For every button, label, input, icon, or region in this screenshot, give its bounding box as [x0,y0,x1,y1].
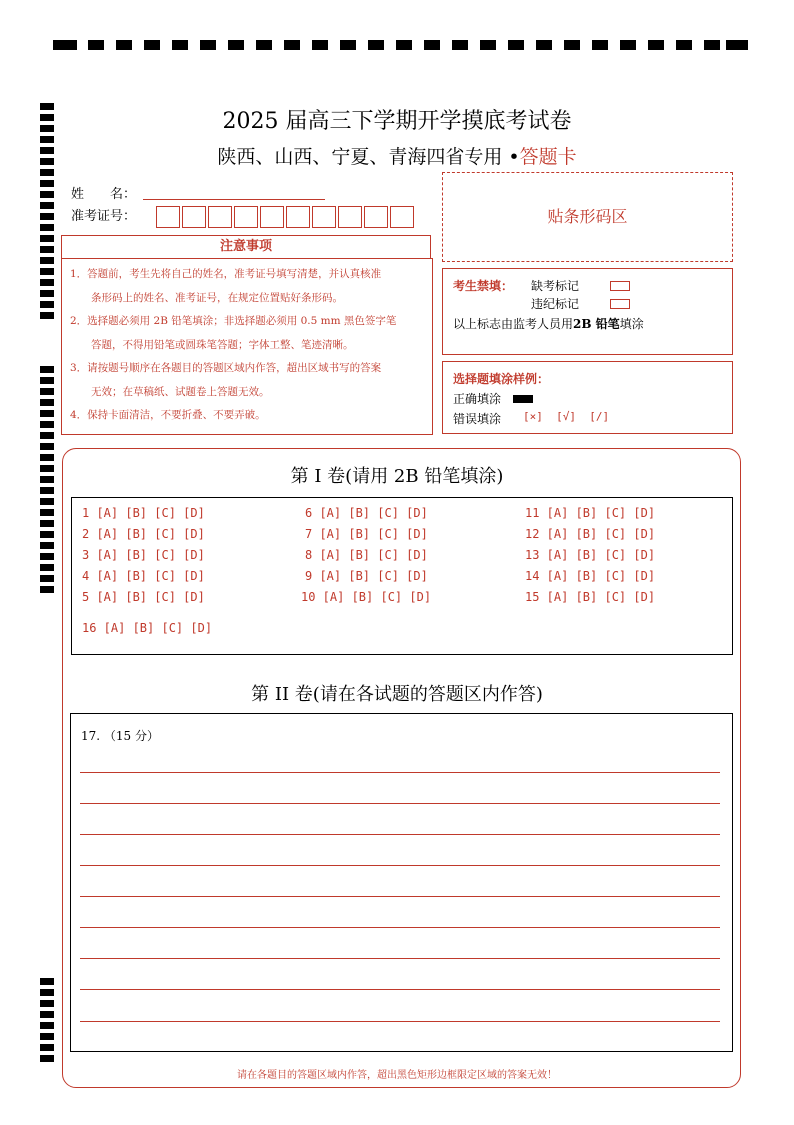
id-digit-box[interactable] [390,206,414,228]
timing-mark [40,542,54,549]
timing-mark [40,509,54,516]
writing-line[interactable] [80,958,720,959]
q17-answer-box[interactable] [70,713,733,1052]
choice-question[interactable]: 1 [A] [B] [C] [D] [82,506,205,520]
timing-mark [40,564,54,571]
violation-label: 违纪标记 [531,297,580,311]
subtitle-text: 陕西、山西、宁夏、青海四省专用 • [217,146,520,168]
timing-mark [40,443,54,450]
timing-mark [40,586,54,593]
timing-mark [368,40,384,50]
correct-fill-mark [513,395,533,403]
id-digit-box[interactable] [312,206,336,228]
proctor-marks-box [442,268,733,355]
timing-mark [200,40,216,50]
id-label: 准考证号： [71,209,137,224]
timing-mark [40,553,54,560]
timing-mark [40,312,54,319]
timing-mark [116,40,132,50]
timing-mark [592,40,608,50]
timing-mark [40,1055,54,1062]
timing-mark [396,40,412,50]
timing-mark [340,40,356,50]
timing-mark [452,40,468,50]
choice-question[interactable]: 13 [A] [B] [C] [D] [525,548,656,562]
barcode-label: 贴条形码区 [547,207,628,226]
proctor-note-pre: 以上标志由监考人员用 [453,317,574,331]
notice-line: 条形码上的姓名、准考证号，在规定位置贴好条形码。 [70,291,343,304]
timing-mark [424,40,440,50]
writing-line[interactable] [80,772,720,773]
timing-mark [536,40,552,50]
timing-mark [40,180,54,187]
choice-question[interactable]: 16 [A] [B] [C] [D] [82,621,213,635]
absent-label: 缺考标记 [531,279,580,293]
timing-mark [40,377,54,384]
timing-mark [40,191,54,198]
id-digit-box[interactable] [286,206,310,228]
id-digit-box[interactable] [364,206,388,228]
choice-question[interactable]: 2 [A] [B] [C] [D] [82,527,205,541]
proctor-note-bold: 2B 铅笔 [573,317,620,331]
q17-label: 17. （15 分） [81,729,159,743]
id-digit-box[interactable] [260,206,284,228]
timing-mark [40,520,54,527]
timing-mark [564,40,580,50]
timing-mark [620,40,636,50]
choice-question[interactable]: 12 [A] [B] [C] [D] [525,527,656,541]
timing-mark [53,40,77,50]
timing-mark [40,978,54,985]
timing-mark [40,399,54,406]
timing-mark [40,498,54,505]
timing-mark [40,1033,54,1040]
timing-mark [40,1022,54,1029]
timing-mark [40,1044,54,1051]
timing-mark [40,169,54,176]
notice-line: 3．请按题号顺序在各题目的答题区域内作答，超出区域书写的答案 [70,362,382,374]
part2-title: 第 II 卷(请在各试题的答题区内作答) [251,684,543,705]
name-field[interactable] [143,199,325,200]
choice-question[interactable]: 3 [A] [B] [C] [D] [82,548,205,562]
violation-mark-box[interactable] [610,299,630,309]
exam-subtitle [0,142,794,169]
timing-mark [40,575,54,582]
timing-mark [40,301,54,308]
timing-mark [480,40,496,50]
timing-mark [88,40,104,50]
barcode-area [442,172,733,262]
writing-line[interactable] [80,896,720,897]
writing-line[interactable] [80,1021,720,1022]
notice-body [61,258,433,435]
timing-mark [40,235,54,242]
proctor-label: 考生禁填： [453,279,514,293]
timing-mark [40,1000,54,1007]
wrong-fill-label: 错误填涂 [453,412,502,426]
timing-mark [312,40,328,50]
correct-fill-label: 正确填涂 [453,392,502,406]
choice-question[interactable]: 4 [A] [B] [C] [D] [82,569,205,583]
timing-mark [40,531,54,538]
timing-mark [228,40,244,50]
timing-mark [144,40,160,50]
timing-mark [40,1011,54,1018]
proctor-note-post: 填涂 [619,317,644,331]
timing-mark [40,279,54,286]
name-label: 姓 名： [71,187,137,202]
timing-mark [40,989,54,996]
choice-question[interactable]: 14 [A] [B] [C] [D] [525,569,656,583]
choice-answer-box [71,497,733,655]
notice-line: 4．保持卡面清洁，不要折叠、不要弄破。 [70,409,266,421]
id-digit-box[interactable] [234,206,258,228]
notice-line: 答题，不得用铅笔或圆珠笔答题；字体工整、笔迹清晰。 [70,338,354,351]
sample-heading: 选择题填涂样例： [453,372,550,386]
id-digit-box[interactable] [338,206,362,228]
timing-mark [40,454,54,461]
footer-warning: 请在各题目的答题区域内作答，超出黑色矩形边框限定区域的答案无效！ [237,1070,557,1081]
timing-mark [40,410,54,417]
wrong-fill-marks: [×] [√] [/] [523,410,610,423]
id-digit-box[interactable] [156,206,180,228]
choice-question[interactable]: 10 [A] [B] [C] [D] [301,590,432,604]
timing-mark [40,202,54,209]
timing-mark [40,487,54,494]
part1-title: 第 I 卷(请用 2B 铅笔填涂) [290,466,504,487]
timing-mark [676,40,692,50]
notice-line: 2．选择题必须用 2B 铅笔填涂；非选择题必须用 0.5 mm 黑色签字笔 [70,315,397,327]
timing-mark [704,40,720,50]
id-digit-box[interactable] [208,206,232,228]
choice-question[interactable]: 7 [A] [B] [C] [D] [305,527,428,541]
notice-line: 1．答题前，考生先将自己的姓名，准考证号填写清楚，并认真核准 [70,268,382,280]
choice-question[interactable]: 5 [A] [B] [C] [D] [82,590,205,604]
timing-mark [40,388,54,395]
timing-mark [40,213,54,220]
timing-mark [40,366,54,373]
writing-line[interactable] [80,989,720,990]
timing-mark [256,40,272,50]
writing-line[interactable] [80,803,720,804]
exam-title: 2025 届高三下学期开学摸底考试卷 [222,109,572,134]
timing-mark [40,257,54,264]
writing-line[interactable] [80,927,720,928]
timing-mark [648,40,664,50]
writing-line[interactable] [80,834,720,835]
timing-mark [172,40,188,50]
timing-mark [40,290,54,297]
timing-mark [40,432,54,439]
proctor-note [453,315,644,332]
choice-question[interactable]: 6 [A] [B] [C] [D] [305,506,428,520]
choice-question[interactable]: 15 [A] [B] [C] [D] [525,590,656,604]
id-digit-box[interactable] [182,206,206,228]
timing-mark [40,268,54,275]
timing-mark [40,421,54,428]
timing-mark [508,40,524,50]
absent-mark-box[interactable] [610,281,630,291]
choice-question[interactable]: 9 [A] [B] [C] [D] [305,569,428,583]
writing-line[interactable] [80,865,720,866]
fill-sample-box [442,361,733,434]
choice-question[interactable]: 11 [A] [B] [C] [D] [525,506,656,520]
notice-heading: 注意事项 [61,235,431,259]
subtitle-highlight: 答题卡 [519,146,577,168]
timing-mark [284,40,300,50]
timing-mark [40,224,54,231]
choice-question[interactable]: 8 [A] [B] [C] [D] [305,548,428,562]
timing-mark [726,40,748,50]
timing-mark [40,246,54,253]
notice-line: 无效；在草稿纸、试题卷上答题无效。 [70,385,270,398]
